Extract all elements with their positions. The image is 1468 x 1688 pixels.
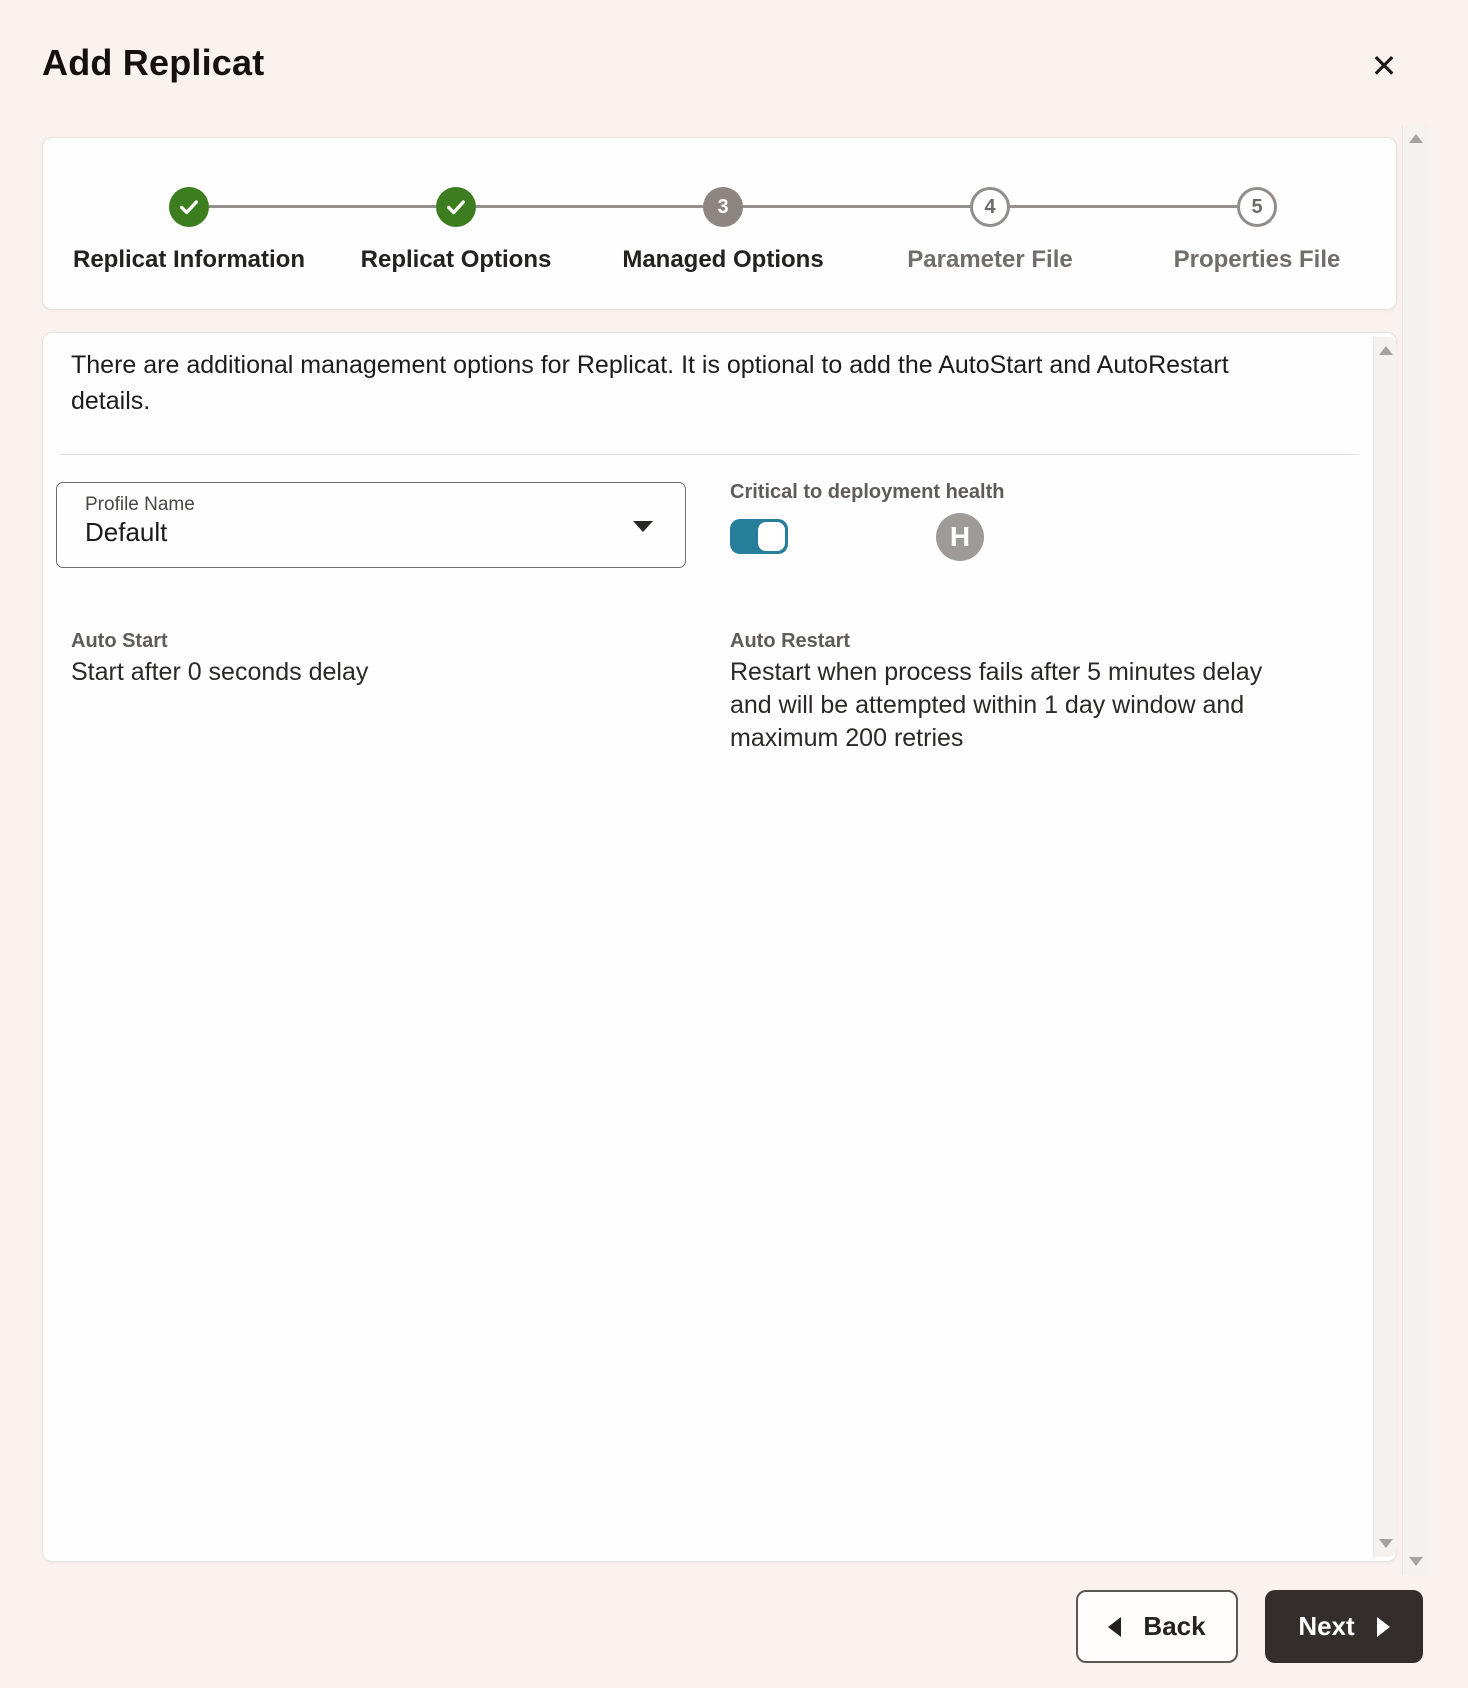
- page-title: Add Replicat: [42, 42, 265, 83]
- next-button-label: Next: [1298, 1611, 1355, 1641]
- check-icon: [445, 196, 467, 218]
- critical-health-label: Critical to deployment health: [730, 481, 1005, 503]
- scroll-up-icon[interactable]: [1379, 346, 1393, 355]
- step-upcoming-circle: 5: [1237, 187, 1277, 227]
- next-button[interactable]: [1265, 1590, 1423, 1663]
- step-managed-options[interactable]: [573, 138, 873, 274]
- step-label: Replicat Options: [360, 246, 552, 273]
- scroll-up-icon[interactable]: [1409, 134, 1423, 143]
- health-badge-icon[interactable]: H: [936, 513, 984, 561]
- stepper-card: [42, 137, 1397, 310]
- dialog-scrollbar[interactable]: [1402, 125, 1428, 1575]
- step-replicat-options[interactable]: [306, 138, 606, 274]
- step-current-circle: 3: [703, 187, 743, 227]
- step-complete-circle: [436, 187, 476, 227]
- step-label: Parameter File: [907, 246, 1073, 273]
- divider: [59, 454, 1359, 455]
- step-label: Properties File: [1173, 246, 1341, 273]
- step-replicat-information[interactable]: [39, 138, 339, 274]
- check-icon: [178, 196, 200, 218]
- chevron-down-icon: [633, 521, 653, 532]
- profile-name-label: Profile Name: [85, 494, 195, 515]
- scroll-down-icon[interactable]: [1409, 1557, 1423, 1566]
- auto-restart-label: Auto Restart: [730, 630, 851, 652]
- auto-start-label: Auto Start: [71, 630, 168, 652]
- intro-text: There are additional management options for Replicat. It is optional to add the AutoStart and AutoRestart details.: [71, 351, 1229, 415]
- step-parameter-file[interactable]: [840, 138, 1140, 274]
- step-upcoming-circle: 4: [970, 187, 1010, 227]
- auto-restart-description: Restart when process fails after 5 minutes delay and will be attempted within 1 day window and maximum 200 retries: [730, 658, 1263, 752]
- step-label: Replicat Information: [72, 246, 306, 273]
- next-arrow-icon: [1377, 1617, 1390, 1637]
- critical-health-toggle[interactable]: [730, 519, 788, 554]
- managed-options-panel: [42, 332, 1397, 1562]
- back-arrow-icon: [1108, 1617, 1121, 1637]
- scroll-down-icon[interactable]: [1379, 1539, 1393, 1548]
- profile-name-value: Default: [85, 517, 168, 547]
- step-properties-file[interactable]: [1107, 138, 1407, 274]
- close-icon[interactable]: ✕: [1362, 44, 1406, 88]
- step-label: Managed Options: [622, 246, 824, 273]
- step-complete-circle: [169, 187, 209, 227]
- auto-start-description: Start after 0 seconds delay: [71, 658, 369, 686]
- profile-name-select[interactable]: [56, 482, 686, 568]
- toggle-knob: [758, 522, 785, 551]
- back-button-label: Back: [1143, 1611, 1206, 1641]
- panel-scrollbar[interactable]: [1373, 337, 1397, 1557]
- back-button[interactable]: [1076, 1590, 1238, 1663]
